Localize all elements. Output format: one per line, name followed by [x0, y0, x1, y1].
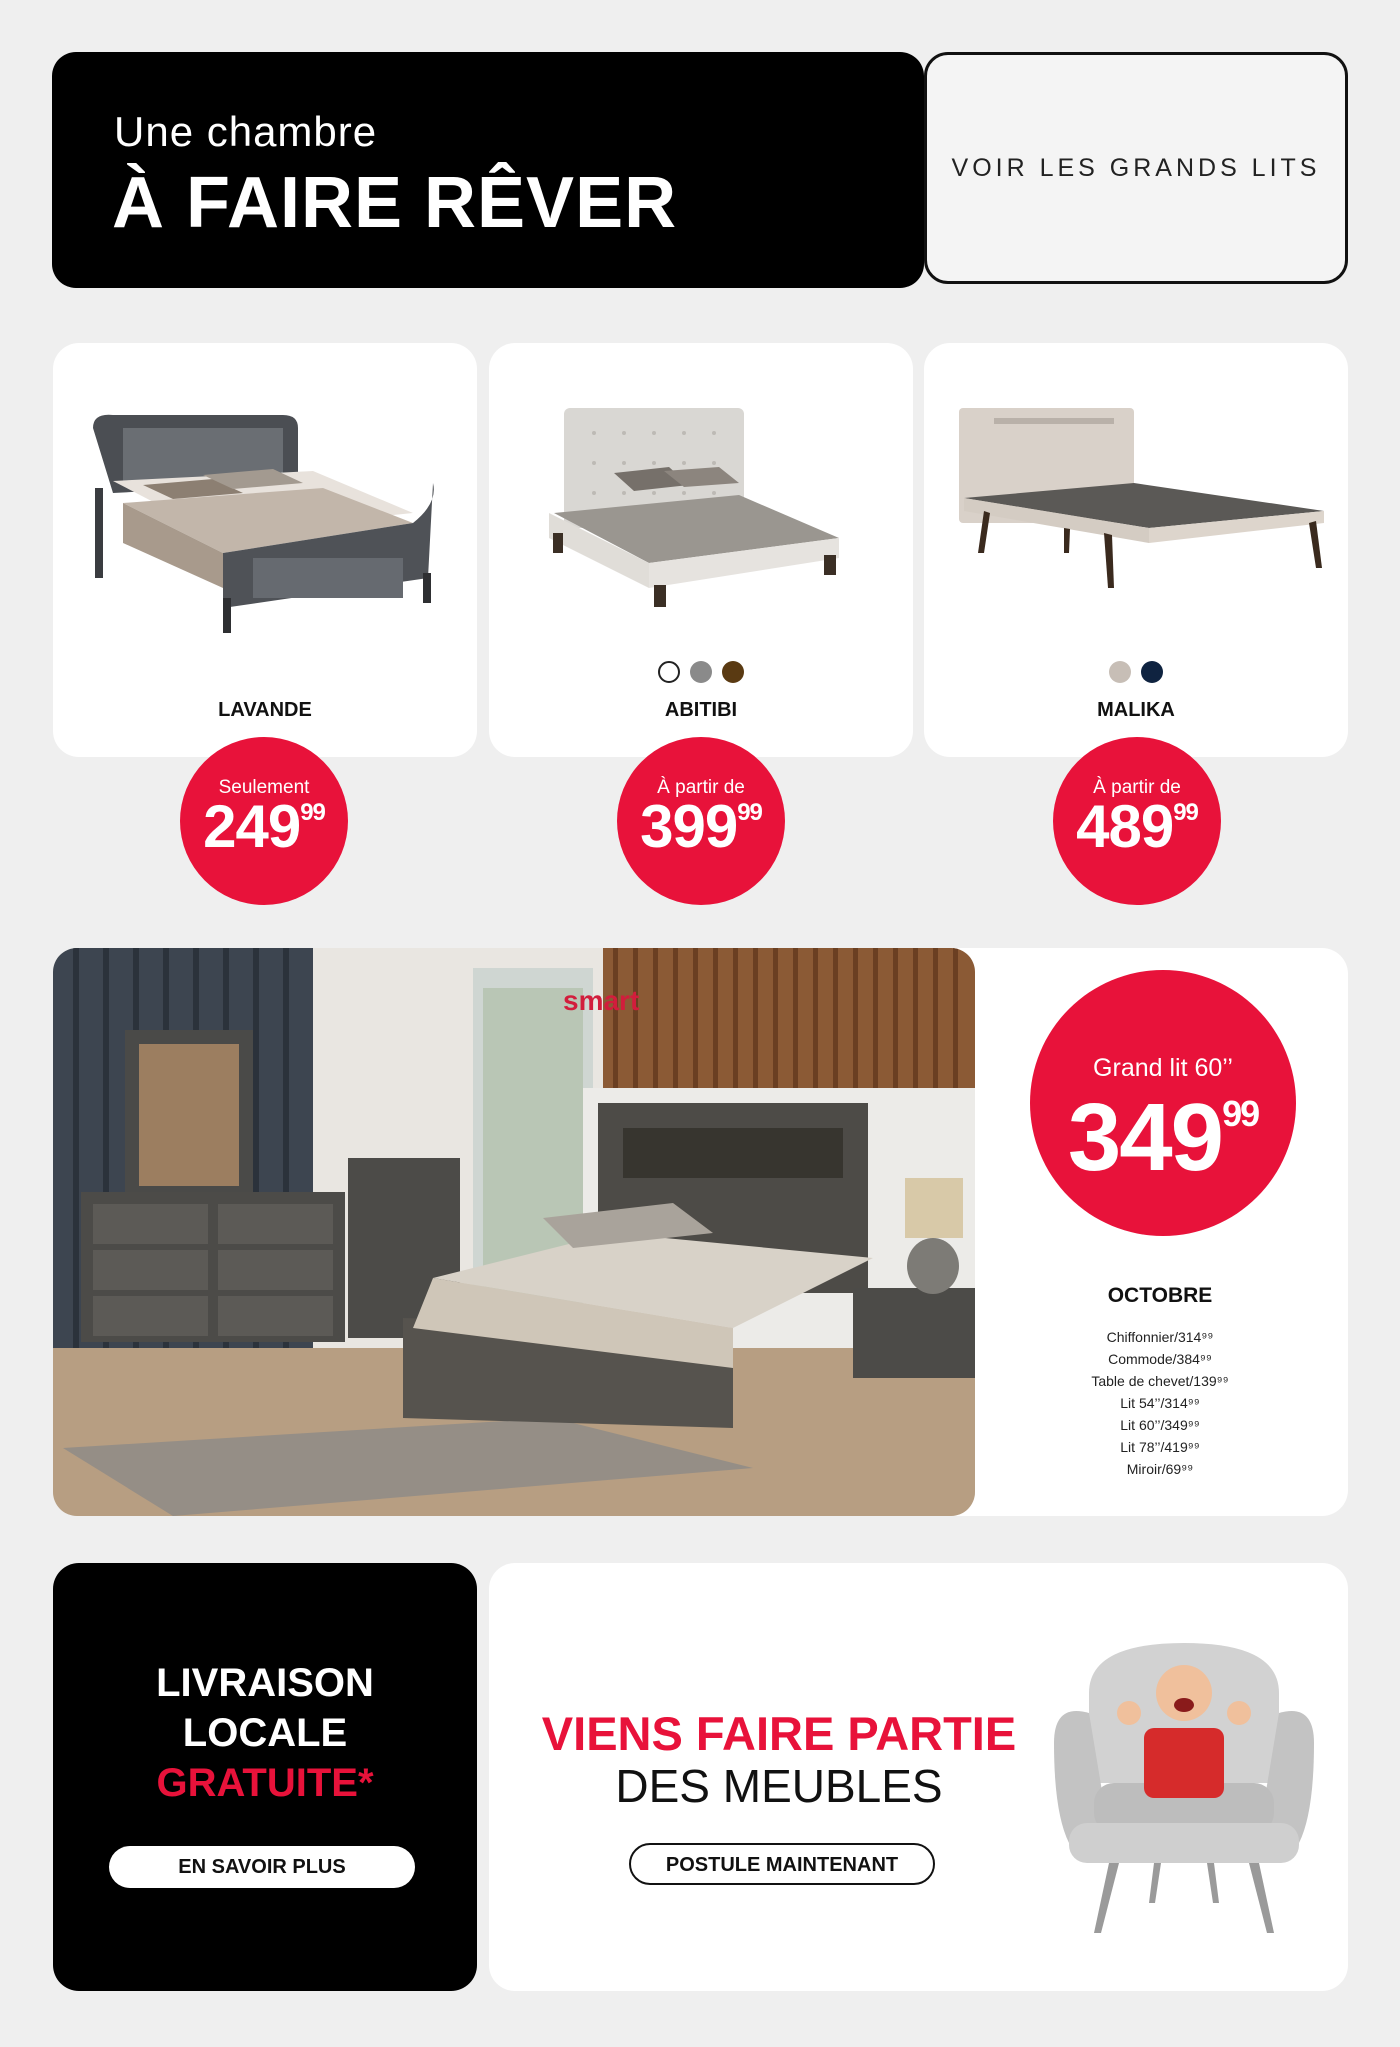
color-swatch-grey[interactable]	[690, 661, 712, 683]
set-item-list	[1000, 1326, 1320, 1480]
list-item: Chiffonnier/314⁹⁹	[1106, 1329, 1214, 1345]
price-amount: $349^{99}$	[1067, 1084, 1259, 1191]
product-card-malika[interactable]	[924, 343, 1348, 757]
color-swatch-beige[interactable]	[1109, 661, 1131, 683]
color-swatch-navy[interactable]	[1141, 661, 1163, 683]
hero-subtitle: Une chambre	[114, 108, 378, 155]
list-item: Table de chevet/139⁹⁹	[1091, 1373, 1229, 1389]
hero-title: À FAIRE RÊVER	[112, 163, 678, 243]
product-name: ABITIBI	[664, 699, 738, 721]
delivery-line-2: LOCALE	[182, 1711, 348, 1755]
bedroom-set-photo	[53, 948, 975, 1516]
price-label: À partir de	[657, 777, 745, 798]
price-amount: $249^{99}$	[203, 793, 325, 860]
view-large-beds-button[interactable]: VOIR LES GRANDS LITS	[924, 52, 1348, 284]
product-card-abitibi[interactable]	[489, 343, 913, 757]
delivery-line-1: LIVRAISON	[156, 1661, 374, 1705]
set-name: OCTOBRE	[1107, 1284, 1213, 1307]
price-amount: $489^{99}$	[1076, 793, 1198, 860]
list-item: Commode/384⁹⁹	[1108, 1351, 1212, 1367]
price-badge	[1053, 737, 1221, 905]
product-name: MALIKA	[1097, 699, 1175, 721]
list-item: Lit 54’’/314⁹⁹	[1120, 1395, 1200, 1411]
tufted-bed-image	[539, 403, 869, 633]
price-label: À partir de	[1093, 777, 1181, 798]
price-badge	[617, 737, 785, 905]
product-name: LAVANDE	[218, 699, 312, 721]
apply-now-button[interactable]: POSTULE MAINTENANT	[629, 1843, 935, 1885]
careers-title: VIENS FAIRE PARTIE	[541, 1707, 1017, 1760]
price-label: Grand lit 60’’	[1093, 1054, 1233, 1082]
color-swatch-brown[interactable]	[722, 661, 744, 683]
sleigh-bed-image	[83, 403, 443, 633]
list-item: Lit 60’’/349⁹⁹	[1120, 1417, 1200, 1433]
set-price-badge	[1030, 970, 1296, 1236]
photo-brand-text: smart	[563, 985, 640, 1016]
careers-card	[489, 1563, 1348, 1991]
hero-banner	[52, 52, 924, 288]
color-swatches	[924, 661, 1348, 683]
price-amount: $399^{99}$	[640, 793, 762, 860]
delivery-line-3: GRATUITE*	[156, 1761, 374, 1805]
free-delivery-card	[53, 1563, 477, 1991]
color-swatch-white[interactable]	[658, 661, 680, 683]
list-item: Lit 78’’/419⁹⁹	[1120, 1439, 1200, 1455]
price-label: Seulement	[218, 777, 310, 798]
armchair-person-image	[1049, 1633, 1319, 1953]
price-badge	[180, 737, 348, 905]
upholstered-bed-image	[954, 403, 1334, 623]
learn-more-button[interactable]: EN SAVOIR PLUS	[109, 1846, 415, 1888]
careers-subtitle: DES MEUBLES	[615, 1760, 943, 1812]
list-item: Miroir/69⁹⁹	[1126, 1461, 1194, 1477]
color-swatches	[489, 661, 913, 683]
product-card-lavande[interactable]	[53, 343, 477, 757]
